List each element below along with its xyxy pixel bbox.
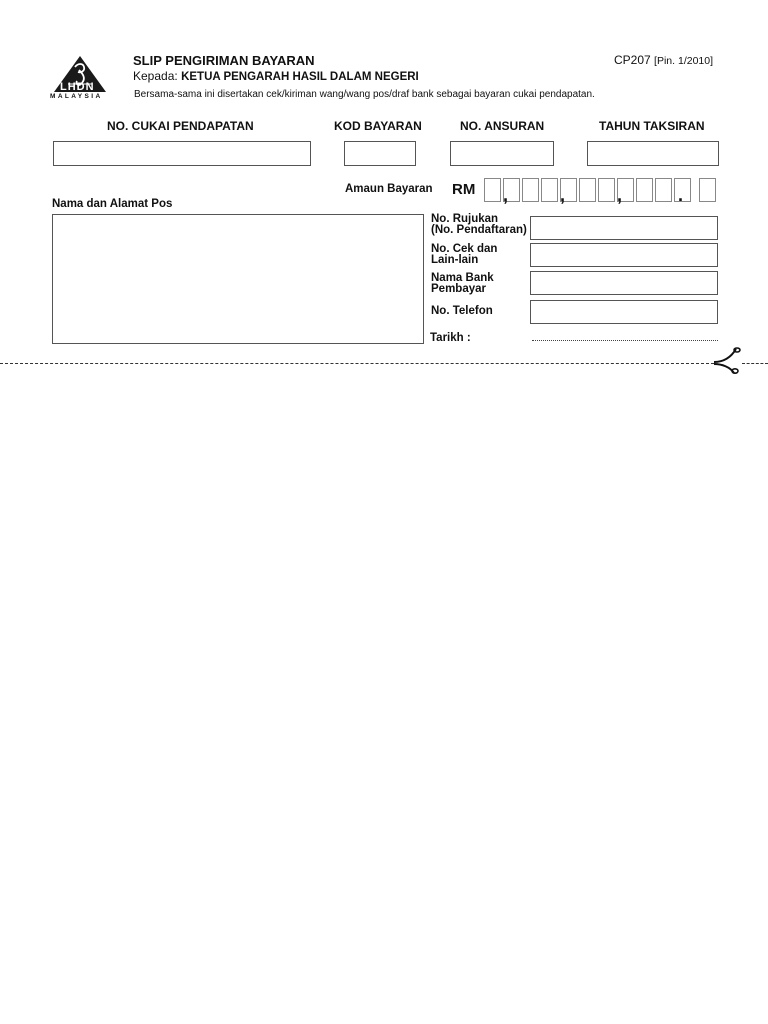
amount-digit[interactable] [636,178,653,202]
amount-separator: , [503,185,509,205]
tax-no-input[interactable] [53,141,311,166]
cut-line-tail [742,363,768,364]
cheque-label-line1: No. Cek dan [431,243,498,255]
bank-label-line1: Nama Bank [431,272,494,284]
logo-acronym: LHDN [60,81,95,93]
amount-digit[interactable] [522,178,539,202]
date-input-line[interactable] [532,340,718,341]
cheque-input[interactable] [530,243,718,267]
bank-label-line2: Pembayar [431,283,486,295]
bank-label [431,273,494,295]
amount-digit[interactable] [579,178,596,202]
instalment-no-heading: NO. ANSURAN [460,119,545,133]
payment-code-input[interactable] [344,141,416,166]
phone-label: No. Telefon [431,305,493,317]
bank-input[interactable] [530,271,718,295]
assessment-year-input[interactable] [587,141,719,166]
amount-label: Amaun Bayaran [345,183,433,195]
payment-code-heading: KOD BAYARAN [334,119,422,133]
scissors-icon [712,345,742,375]
amount-digit[interactable] [541,178,558,202]
form-code [614,53,713,67]
address-label: Nama dan Alamat Pos [52,198,173,210]
recipient-label: Kepada: [133,69,178,83]
amount-digit[interactable] [655,178,672,202]
amount-digit[interactable] [699,178,716,202]
cheque-label-line2: Lain-lain [431,254,479,266]
logo-country: MALAYSIA [50,93,103,100]
amount-separator: . [678,185,684,205]
cut-line [0,363,714,364]
tax-no-heading: NO. CUKAI PENDAPATAN [107,119,254,133]
instalment-no-input[interactable] [450,141,554,166]
reference-input[interactable] [530,216,718,240]
scissors [712,345,742,375]
amount-digit[interactable] [598,178,615,202]
cheque-label [431,244,497,266]
address-input[interactable] [52,214,424,344]
header-note: Bersama-sama ini disertakan cek/kiriman wang/wang pos/draf bank sebagai bayaran cukai pendapatan. [134,89,595,100]
form-code-value: CP207 [614,53,651,67]
amount-separator: , [560,185,566,205]
reference-label-line1: No. Rujukan [431,213,499,225]
amount-digit[interactable] [484,178,501,202]
amount-currency: RM [452,181,476,198]
assessment-year-heading: TAHUN TAKSIRAN [599,119,705,133]
recipient-value: KETUA PENGARAH HASIL DALAM NEGERI [181,71,419,83]
reference-label [431,214,527,236]
form-revision: [Pin. 1/2010] [654,55,714,67]
date-label: Tarikh : [430,332,471,344]
reference-label-line2: (No. Pendaftaran) [431,224,527,236]
phone-input[interactable] [530,300,718,324]
amount-separator: , [617,185,623,205]
slip-title: SLIP PENGIRIMAN BAYARAN [133,53,315,68]
recipient-line [133,69,419,83]
